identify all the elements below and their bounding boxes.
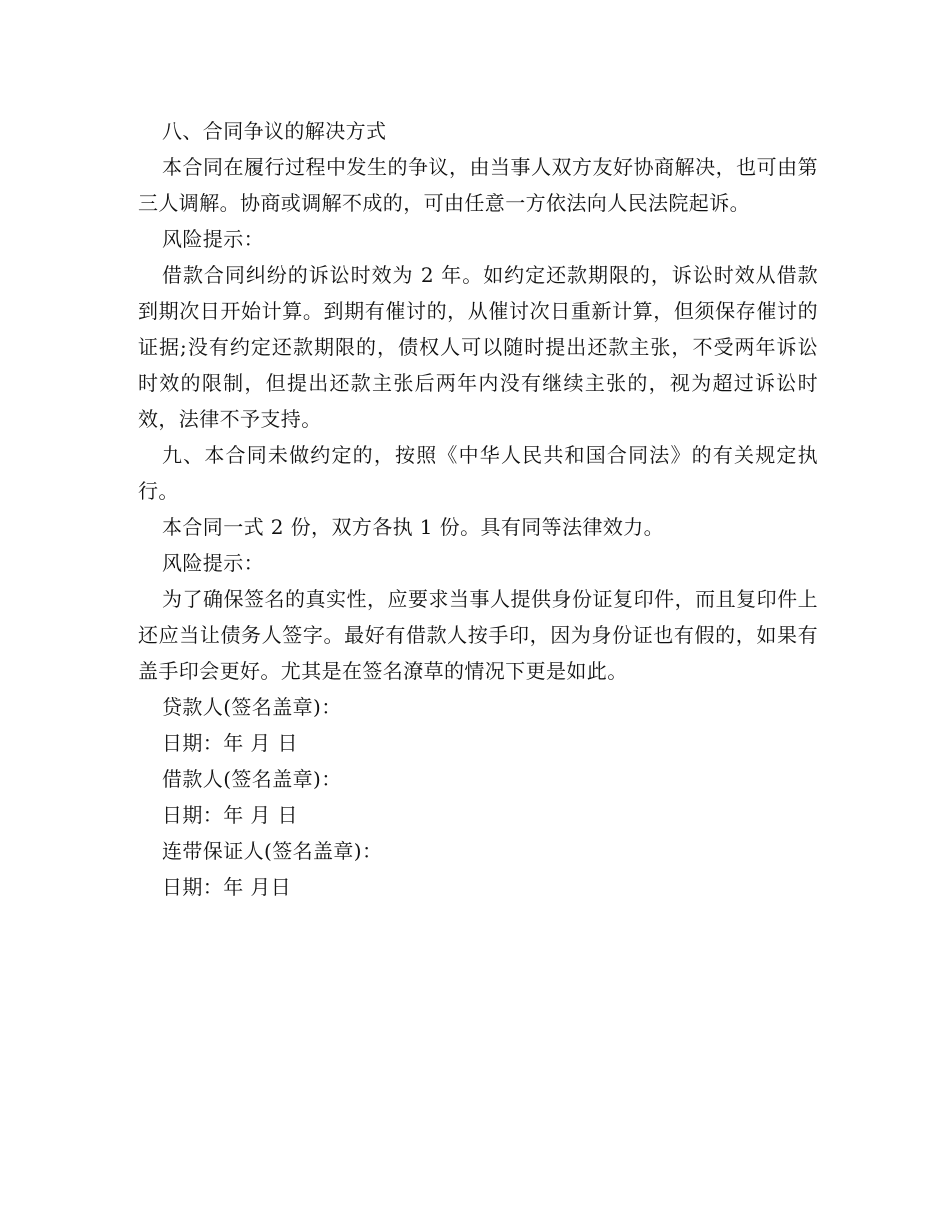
lender-signature-line: 贷款人(签名盖章)： [162, 695, 342, 719]
limitation-period-text: 借款合同纠纷的诉讼时效为 2 年。如约定还款期限的，诉讼时效从借款到期次日开始计算。到期有催讨的，从催讨次日重新计算，但须保存催讨的证据;没有约定还款期限的，债权人可以随时提出还款主张，不受两年诉讼时效的限制，但提出还款主张后两年内没有继续主张的，视为超过诉讼时效，法律不予支持。 [138, 263, 818, 431]
section-heading-dispute-resolution: 八、合同争议的解决方式 [162, 119, 387, 143]
risk-notice-heading: 风险提示： [162, 551, 264, 575]
lender-date-line: 日期：年 月 日 [162, 731, 298, 755]
guarantor-signature-line: 连带保证人(签名盖章)： [162, 839, 383, 863]
borrower-date-line: 日期：年 月 日 [162, 803, 298, 827]
copies-text: 本合同一式 2 份，双方各执 1 份。具有同等法律效力。 [162, 515, 665, 539]
risk-notice-heading: 风险提示： [162, 227, 264, 251]
document-body [138, 113, 818, 905]
signature-authenticity-text: 为了确保签名的真实性，应要求当事人提供身份证复印件，而且复印件上还应当让债务人签字。最好有借款人按手印，因为身份证也有假的，如果有盖手印会更好。尤其是在签名潦草的情况下更是如此。 [138, 587, 818, 683]
borrower-signature-line: 借款人(签名盖章)： [162, 767, 342, 791]
dispute-resolution-text: 本合同在履行过程中发生的争议，由当事人双方友好协商解决，也可由第三人调解。协商或调解不成的，可由任意一方依法向人民法院起诉。 [138, 155, 818, 215]
section-heading-unspecified-matters: 九、本合同未做约定的，按照《中华人民共和国合同法》的有关规定执行。 [138, 443, 818, 503]
guarantor-date-line: 日期：年 月日 [162, 875, 292, 899]
